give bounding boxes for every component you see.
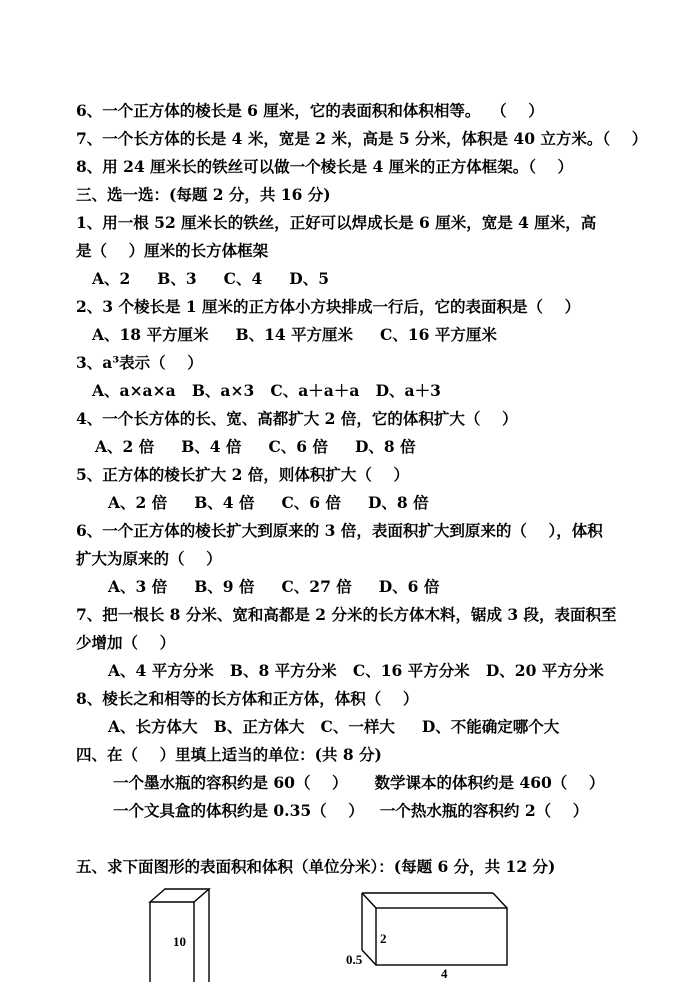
choice-q7-line1: 7、把一根长 8 分米、宽和高都是 2 分米的长方体木料，锯成 3 段，表面积至 (76, 605, 617, 624)
choice-q1-line1: 1、用一根 52 厘米长的铁丝，正好可以焊成长是 6 厘米，宽是 4 厘米，高 (76, 213, 597, 232)
units-row-2: 一个文具盒的体积约是 0.35（ ） 一个热水瓶的容积约 2（ ） (113, 801, 589, 820)
choice-q8-options: A、长方体大 B、正方体大 C、一样大 D、不能确定哪个大 (108, 717, 560, 736)
choice-q2: 2、3 个棱长是 1 厘米的正方体小方块排成一行后，它的表面积是（ ） (76, 297, 581, 316)
choice-q7-options: A、4 平方分米 B、8 平方分米 C、16 平方分米 D、20 平方分米 (108, 661, 604, 680)
prism-figure-2 (362, 893, 507, 965)
judge-q6: 6、一个正方体的棱长是 6 厘米，它的表面积和体积相等。 （ ） (76, 101, 544, 120)
choice-q4: 4、一个长方体的长、宽、高都扩大 2 倍，它的体积扩大（ ） (76, 409, 518, 428)
prism-2-width-label: 0.5 (346, 952, 363, 967)
judge-q8: 8、用 24 厘米长的铁丝可以做一个棱长是 4 厘米的正方体框架。（ ） (76, 157, 574, 176)
units-row-1: 一个墨水瓶的容积约是 60（ ） 数学课本的体积约是 460（ ） (113, 773, 605, 792)
choice-q3: 3、a³表示（ ） (76, 353, 203, 372)
choice-q6-options: A、3 倍 B、9 倍 C、27 倍 D、6 倍 (108, 577, 440, 596)
prism-2-height-label: 2 (380, 931, 387, 946)
choice-q2-options: A、18 平方厘米 B、14 平方厘米 C、16 平方厘米 (92, 325, 497, 344)
choice-q5-options: A、2 倍 B、4 倍 C、6 倍 D、8 倍 (108, 493, 429, 512)
choice-q1-options: A、2 B、3 C、4 D、5 (92, 269, 329, 288)
choice-q4-options: A、2 倍 B、4 倍 C、6 倍 D、8 倍 (95, 437, 416, 456)
prism-1-height-label: 10 (173, 934, 186, 949)
choice-q6-line2: 扩大为原来的（ ） (76, 549, 222, 568)
section-3-title: 三、选一选：(每题 2 分，共 16 分) (76, 185, 331, 204)
choice-q6-line1: 6、一个正方体的棱长扩大到原来的 3 倍，表面积扩大到原来的（ ），体积 (76, 521, 603, 540)
choice-q8: 8、棱长之和相等的长方体和正方体，体积（ ） (76, 689, 419, 708)
judge-q7: 7、一个长方体的长是 4 米，宽是 2 米，高是 5 分米，体积是 40 立方米。（ ） (76, 129, 648, 148)
section-4-title: 四、在（ ）里填上适当的单位：(共 8 分) (76, 745, 382, 764)
choice-q1-line2: 是（ ）厘米的长方体框架 (76, 241, 269, 260)
choice-q5: 5、正方体的棱长扩大 2 倍，则体积扩大（ ） (76, 465, 409, 484)
choice-q3-options: A、a×a×a B、a×3 C、a＋a＋a D、a＋3 (92, 381, 441, 400)
prism-2-length-label: 4 (441, 966, 448, 981)
choice-q7-line2: 少增加（ ） (76, 633, 176, 652)
section-5-title: 五、求下面图形的表面积和体积（单位分米）：(每题 6 分，共 12 分) (76, 857, 556, 876)
